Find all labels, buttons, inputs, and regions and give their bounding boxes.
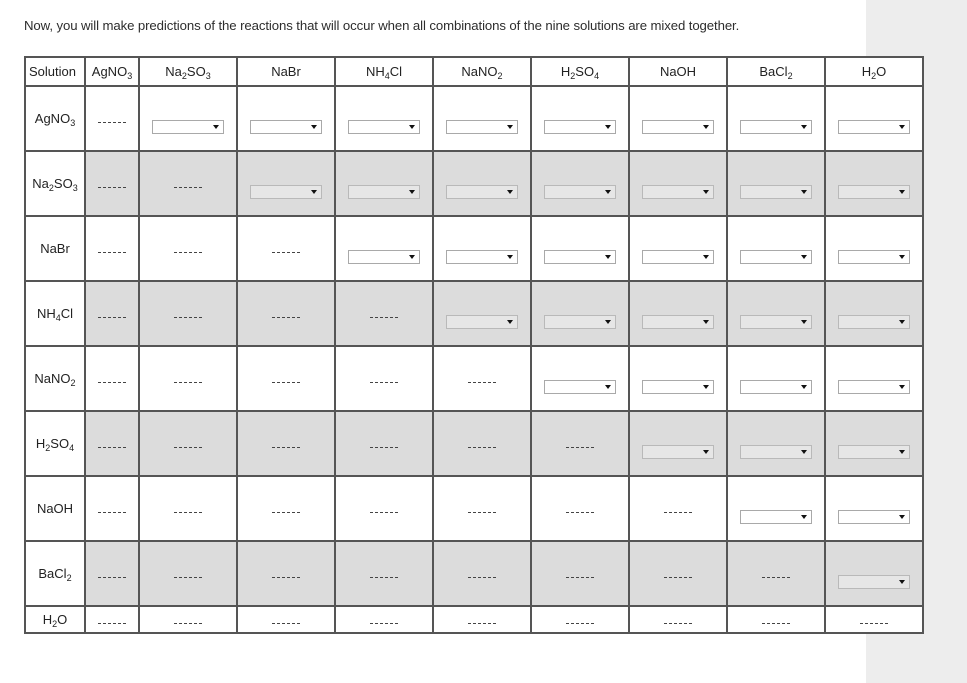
dropdown-arrow-icon: [409, 125, 415, 129]
prediction-select-na2so3-bacl2[interactable]: [740, 185, 812, 199]
dropdown-arrow-icon: [801, 450, 807, 454]
cell-h2so4-na2so3: [139, 411, 237, 476]
table-row: [25, 216, 923, 281]
prediction-select-nh4cl-bacl2[interactable]: [740, 315, 812, 329]
cell-nabr-h2so4: [531, 216, 629, 281]
prediction-select-agno3-naoh[interactable]: [642, 120, 714, 134]
dropdown-arrow-icon: [703, 450, 709, 454]
prediction-select-nano2-h2o[interactable]: [838, 380, 910, 394]
cell-nano2-h2so4: [531, 346, 629, 411]
table-row: [25, 346, 923, 411]
row-header-nano2: NaNO$_2$: [25, 346, 85, 411]
empty-marker: [174, 623, 202, 624]
empty-marker: [370, 317, 398, 318]
prediction-select-na2so3-nano2[interactable]: [446, 185, 518, 199]
cell-na2so3-h2so4: [531, 151, 629, 216]
cell-nh4cl-h2o: [825, 281, 923, 346]
cell-nabr-bacl2: [727, 216, 825, 281]
cell-h2so4-bacl2: [727, 411, 825, 476]
cell-na2so3-nh4cl: [335, 151, 433, 216]
row-header-h2o: $H_2O$: [25, 606, 85, 633]
column-header-h2o: $H_2O$: [825, 57, 923, 86]
table-row: [25, 606, 923, 633]
prediction-select-agno3-h2so4[interactable]: [544, 120, 616, 134]
cell-bacl2-naoh: [629, 541, 727, 606]
empty-marker: [174, 187, 202, 188]
dropdown-arrow-icon: [409, 255, 415, 259]
predictions-table: [24, 56, 924, 634]
dropdown-arrow-icon: [801, 385, 807, 389]
table-row: [25, 541, 923, 606]
empty-marker: [174, 577, 202, 578]
header-row: [25, 57, 923, 86]
dropdown-arrow-icon: [507, 125, 513, 129]
row-header-na2so3: $Na_2SO_3$: [25, 151, 85, 216]
cell-h2o-h2o: [825, 606, 923, 633]
dropdown-arrow-icon: [605, 255, 611, 259]
row-header-nh4cl: $NH_4Cl$: [25, 281, 85, 346]
empty-marker: [272, 382, 300, 383]
prediction-select-nabr-nh4cl[interactable]: [348, 250, 420, 264]
empty-marker: [566, 577, 594, 578]
cell-nh4cl-nano2: [433, 281, 531, 346]
empty-marker: [272, 252, 300, 253]
cell-nano2-naoh: [629, 346, 727, 411]
empty-marker: [98, 623, 126, 624]
cell-h2o-nh4cl: [335, 606, 433, 633]
empty-marker: [98, 252, 126, 253]
cell-bacl2-nh4cl: [335, 541, 433, 606]
dropdown-arrow-icon: [409, 190, 415, 194]
cell-h2o-nano2: [433, 606, 531, 633]
cell-naoh-bacl2: [727, 476, 825, 541]
cell-na2so3-nabr: [237, 151, 335, 216]
prediction-select-na2so3-naoh[interactable]: [642, 185, 714, 199]
cell-na2so3-bacl2: [727, 151, 825, 216]
prediction-select-agno3-h2o[interactable]: [838, 120, 910, 134]
empty-marker: [174, 512, 202, 513]
prediction-select-naoh-bacl2[interactable]: [740, 510, 812, 524]
dropdown-arrow-icon: [899, 190, 905, 194]
empty-marker: [566, 512, 594, 513]
cell-nano2-agno3: [85, 346, 139, 411]
dropdown-arrow-icon: [899, 125, 905, 129]
cell-na2so3-naoh: [629, 151, 727, 216]
cell-h2so4-h2o: [825, 411, 923, 476]
dropdown-arrow-icon: [605, 125, 611, 129]
dropdown-arrow-icon: [703, 255, 709, 259]
prediction-select-nano2-naoh[interactable]: [642, 380, 714, 394]
cell-na2so3-nano2: [433, 151, 531, 216]
empty-marker: [468, 512, 496, 513]
row-header-nabr: NaBr: [25, 216, 85, 281]
cell-nabr-nano2: [433, 216, 531, 281]
cell-agno3-naoh: [629, 86, 727, 151]
cell-agno3-h2o: [825, 86, 923, 151]
cell-agno3-nano2: [433, 86, 531, 151]
empty-marker: [272, 447, 300, 448]
dropdown-arrow-icon: [801, 320, 807, 324]
empty-marker: [566, 623, 594, 624]
cell-nano2-nabr: [237, 346, 335, 411]
instructions-text: Now, you will make predictions of the reactions that will occur when all combinations of the nine solutions are mixed together.: [24, 18, 740, 33]
prediction-select-na2so3-h2so4[interactable]: [544, 185, 616, 199]
empty-marker: [98, 317, 126, 318]
empty-marker: [370, 382, 398, 383]
empty-marker: [174, 447, 202, 448]
cell-h2o-bacl2: [727, 606, 825, 633]
dropdown-arrow-icon: [899, 320, 905, 324]
empty-marker: [98, 447, 126, 448]
empty-marker: [98, 577, 126, 578]
empty-marker: [468, 382, 496, 383]
empty-marker: [98, 187, 126, 188]
dropdown-arrow-icon: [605, 385, 611, 389]
prediction-select-nabr-h2o[interactable]: [838, 250, 910, 264]
column-header-nano2: NaNO$_2$: [433, 57, 531, 86]
cell-h2so4-nano2: [433, 411, 531, 476]
empty-marker: [664, 623, 692, 624]
cell-nabr-agno3: [85, 216, 139, 281]
dropdown-arrow-icon: [801, 255, 807, 259]
cell-nano2-na2so3: [139, 346, 237, 411]
cell-agno3-nabr: [237, 86, 335, 151]
table-row: [25, 86, 923, 151]
cell-h2so4-h2so4: [531, 411, 629, 476]
cell-nabr-h2o: [825, 216, 923, 281]
cell-nabr-na2so3: [139, 216, 237, 281]
cell-nh4cl-nabr: [237, 281, 335, 346]
prediction-select-agno3-bacl2[interactable]: [740, 120, 812, 134]
prediction-select-na2so3-nabr[interactable]: [250, 185, 322, 199]
prediction-select-nano2-h2so4[interactable]: [544, 380, 616, 394]
dropdown-arrow-icon: [311, 190, 317, 194]
dropdown-arrow-icon: [899, 450, 905, 454]
cell-na2so3-na2so3: [139, 151, 237, 216]
cell-agno3-h2so4: [531, 86, 629, 151]
prediction-select-h2so4-bacl2[interactable]: [740, 445, 812, 459]
cell-naoh-nano2: [433, 476, 531, 541]
table-row: [25, 411, 923, 476]
cell-nano2-nano2: [433, 346, 531, 411]
cell-h2o-na2so3: [139, 606, 237, 633]
column-header-nh4cl: $NH_4Cl$: [335, 57, 433, 86]
empty-marker: [272, 577, 300, 578]
table-row: [25, 151, 923, 216]
cell-naoh-agno3: [85, 476, 139, 541]
prediction-select-agno3-nh4cl[interactable]: [348, 120, 420, 134]
prediction-select-na2so3-h2o[interactable]: [838, 185, 910, 199]
cell-nabr-naoh: [629, 216, 727, 281]
column-header-nabr: NaBr: [237, 57, 335, 86]
cell-bacl2-bacl2: [727, 541, 825, 606]
cell-nabr-nh4cl: [335, 216, 433, 281]
cell-agno3-nh4cl: [335, 86, 433, 151]
row-header-h2so4: $H_2SO_4$: [25, 411, 85, 476]
empty-marker: [762, 623, 790, 624]
cell-h2o-naoh: [629, 606, 727, 633]
empty-marker: [370, 512, 398, 513]
cell-bacl2-h2o: [825, 541, 923, 606]
prediction-select-h2so4-naoh[interactable]: [642, 445, 714, 459]
empty-marker: [762, 577, 790, 578]
empty-marker: [174, 317, 202, 318]
empty-marker: [370, 447, 398, 448]
dropdown-arrow-icon: [213, 125, 219, 129]
cell-nh4cl-h2so4: [531, 281, 629, 346]
corner-header: Solution: [25, 57, 85, 86]
empty-marker: [468, 623, 496, 624]
dropdown-arrow-icon: [899, 255, 905, 259]
empty-marker: [174, 382, 202, 383]
dropdown-arrow-icon: [703, 125, 709, 129]
empty-marker: [272, 317, 300, 318]
prediction-select-nh4cl-nano2[interactable]: [446, 315, 518, 329]
dropdown-arrow-icon: [311, 125, 317, 129]
row-header-bacl2: BaCl$_2$: [25, 541, 85, 606]
cell-h2o-nabr: [237, 606, 335, 633]
dropdown-arrow-icon: [507, 320, 513, 324]
cell-bacl2-nano2: [433, 541, 531, 606]
cell-h2so4-naoh: [629, 411, 727, 476]
prediction-select-bacl2-h2o[interactable]: [838, 575, 910, 589]
prediction-select-nabr-bacl2[interactable]: [740, 250, 812, 264]
dropdown-arrow-icon: [703, 385, 709, 389]
column-header-bacl2: BaCl$_2$: [727, 57, 825, 86]
cell-bacl2-h2so4: [531, 541, 629, 606]
dropdown-arrow-icon: [899, 580, 905, 584]
cell-h2o-agno3: [85, 606, 139, 633]
empty-marker: [98, 382, 126, 383]
cell-nh4cl-naoh: [629, 281, 727, 346]
cell-nh4cl-nh4cl: [335, 281, 433, 346]
prediction-select-nabr-naoh[interactable]: [642, 250, 714, 264]
cell-naoh-h2o: [825, 476, 923, 541]
cell-agno3-na2so3: [139, 86, 237, 151]
prediction-select-nabr-nano2[interactable]: [446, 250, 518, 264]
cell-bacl2-na2so3: [139, 541, 237, 606]
cell-nh4cl-bacl2: [727, 281, 825, 346]
prediction-select-naoh-h2o[interactable]: [838, 510, 910, 524]
cell-agno3-bacl2: [727, 86, 825, 151]
cell-naoh-naoh: [629, 476, 727, 541]
prediction-select-agno3-na2so3[interactable]: [152, 120, 224, 134]
dropdown-arrow-icon: [507, 190, 513, 194]
prediction-select-h2so4-h2o[interactable]: [838, 445, 910, 459]
cell-naoh-nh4cl: [335, 476, 433, 541]
cell-bacl2-agno3: [85, 541, 139, 606]
cell-nh4cl-agno3: [85, 281, 139, 346]
column-header-h2so4: $H_2SO_4$: [531, 57, 629, 86]
empty-marker: [664, 512, 692, 513]
cell-na2so3-agno3: [85, 151, 139, 216]
row-header-naoh: NaOH: [25, 476, 85, 541]
prediction-select-nabr-h2so4[interactable]: [544, 250, 616, 264]
prediction-select-nh4cl-h2so4[interactable]: [544, 315, 616, 329]
dropdown-arrow-icon: [703, 190, 709, 194]
empty-marker: [272, 512, 300, 513]
prediction-select-nh4cl-h2o[interactable]: [838, 315, 910, 329]
empty-marker: [370, 577, 398, 578]
empty-marker: [566, 447, 594, 448]
cell-nh4cl-na2so3: [139, 281, 237, 346]
prediction-select-agno3-nabr[interactable]: [250, 120, 322, 134]
empty-marker: [664, 577, 692, 578]
cell-nano2-bacl2: [727, 346, 825, 411]
empty-marker: [98, 512, 126, 513]
cell-bacl2-nabr: [237, 541, 335, 606]
prediction-select-agno3-nano2[interactable]: [446, 120, 518, 134]
dropdown-arrow-icon: [801, 190, 807, 194]
cell-agno3-agno3: [85, 86, 139, 151]
cell-naoh-h2so4: [531, 476, 629, 541]
cell-h2o-h2so4: [531, 606, 629, 633]
dropdown-arrow-icon: [899, 385, 905, 389]
prediction-select-nano2-bacl2[interactable]: [740, 380, 812, 394]
empty-marker: [468, 577, 496, 578]
dropdown-arrow-icon: [801, 515, 807, 519]
dropdown-arrow-icon: [801, 125, 807, 129]
cell-h2so4-nabr: [237, 411, 335, 476]
dropdown-arrow-icon: [899, 515, 905, 519]
cell-nabr-nabr: [237, 216, 335, 281]
cell-h2so4-nh4cl: [335, 411, 433, 476]
dropdown-arrow-icon: [507, 255, 513, 259]
empty-marker: [272, 623, 300, 624]
cell-nano2-nh4cl: [335, 346, 433, 411]
column-header-na2so3: $Na_2SO_3$: [139, 57, 237, 86]
table-row: [25, 281, 923, 346]
empty-marker: [370, 623, 398, 624]
empty-marker: [174, 252, 202, 253]
cell-naoh-nabr: [237, 476, 335, 541]
dropdown-arrow-icon: [703, 320, 709, 324]
table-body: [25, 86, 923, 633]
empty-marker: [98, 122, 126, 123]
column-header-naoh: NaOH: [629, 57, 727, 86]
dropdown-arrow-icon: [605, 190, 611, 194]
prediction-select-nh4cl-naoh[interactable]: [642, 315, 714, 329]
row-header-agno3: AgNO$_3$: [25, 86, 85, 151]
empty-marker: [468, 447, 496, 448]
prediction-select-na2so3-nh4cl[interactable]: [348, 185, 420, 199]
cell-na2so3-h2o: [825, 151, 923, 216]
cell-nano2-h2o: [825, 346, 923, 411]
table-row: [25, 476, 923, 541]
empty-marker: [860, 623, 888, 624]
cell-naoh-na2so3: [139, 476, 237, 541]
dropdown-arrow-icon: [605, 320, 611, 324]
column-header-agno3: AgNO$_3$: [85, 57, 139, 86]
cell-h2so4-agno3: [85, 411, 139, 476]
